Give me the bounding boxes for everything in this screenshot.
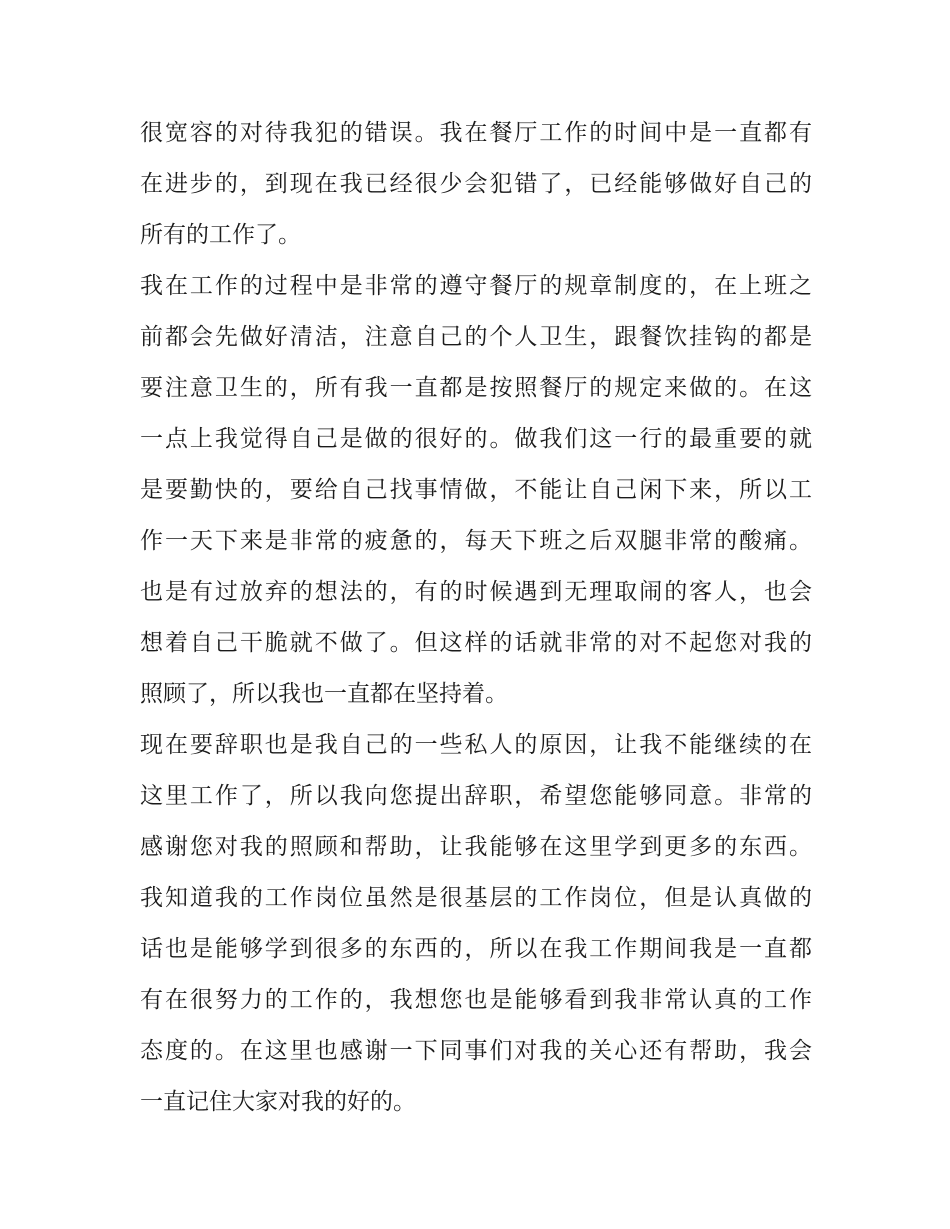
text-line: 照顾了，所以我也一直都在坚持着。 xyxy=(140,681,508,707)
text-line: 有在很努力的工作的，我想您也是能够看到我非常认真的工作 xyxy=(140,987,812,1013)
body-text xyxy=(140,108,812,1128)
text-line: 是要勤快的，要给自己找事情做，不能让自己闲下来，所以工 xyxy=(140,477,812,503)
text-line: 想着自己干脆就不做了。但这样的话就非常的对不起您对我的 xyxy=(140,630,812,656)
text-line: 我知道我的工作岗位虽然是很基层的工作岗位，但是认真做的 xyxy=(140,885,812,911)
text-line: 一点上我觉得自己是做的很好的。做我们这一行的最重要的就 xyxy=(140,426,812,452)
text-line: 很宽容的对待我犯的错误。我在餐厅工作的时间中是一直都有 xyxy=(140,120,812,146)
text-line: 要注意卫生的，所有我一直都是按照餐厅的规定来做的。在这 xyxy=(140,375,812,401)
text-line: 也是有过放弃的想法的，有的时候遇到无理取闹的客人，也会 xyxy=(140,579,812,605)
text-line: 态度的。在这里也感谢一下同事们对我的关心还有帮助，我会 xyxy=(140,1038,812,1064)
text-line: 一直记住大家对我的好的。 xyxy=(140,1089,416,1115)
text-line: 作一天下来是非常的疲惫的，每天下班之后双腿非常的酸痛。 xyxy=(140,528,812,554)
text-line: 感谢您对我的照顾和帮助，让我能够在这里学到更多的东西。 xyxy=(140,834,812,860)
text-line: 在进步的，到现在我已经很少会犯错了，已经能够做好自己的 xyxy=(140,171,812,197)
text-line: 所有的工作了。 xyxy=(140,222,301,248)
text-line: 前都会先做好清洁，注意自己的个人卫生，跟餐饮挂钩的都是 xyxy=(140,324,812,350)
text-line: 这里工作了，所以我向您提出辞职，希望您能够同意。非常的 xyxy=(140,783,812,809)
text-line: 我在工作的过程中是非常的遵守餐厅的规章制度的，在上班之 xyxy=(140,273,812,299)
text-line: 现在要辞职也是我自己的一些私人的原因，让我不能继续的在 xyxy=(140,732,812,758)
text-line: 话也是能够学到很多的东西的，所以在我工作期间我是一直都 xyxy=(140,936,812,962)
